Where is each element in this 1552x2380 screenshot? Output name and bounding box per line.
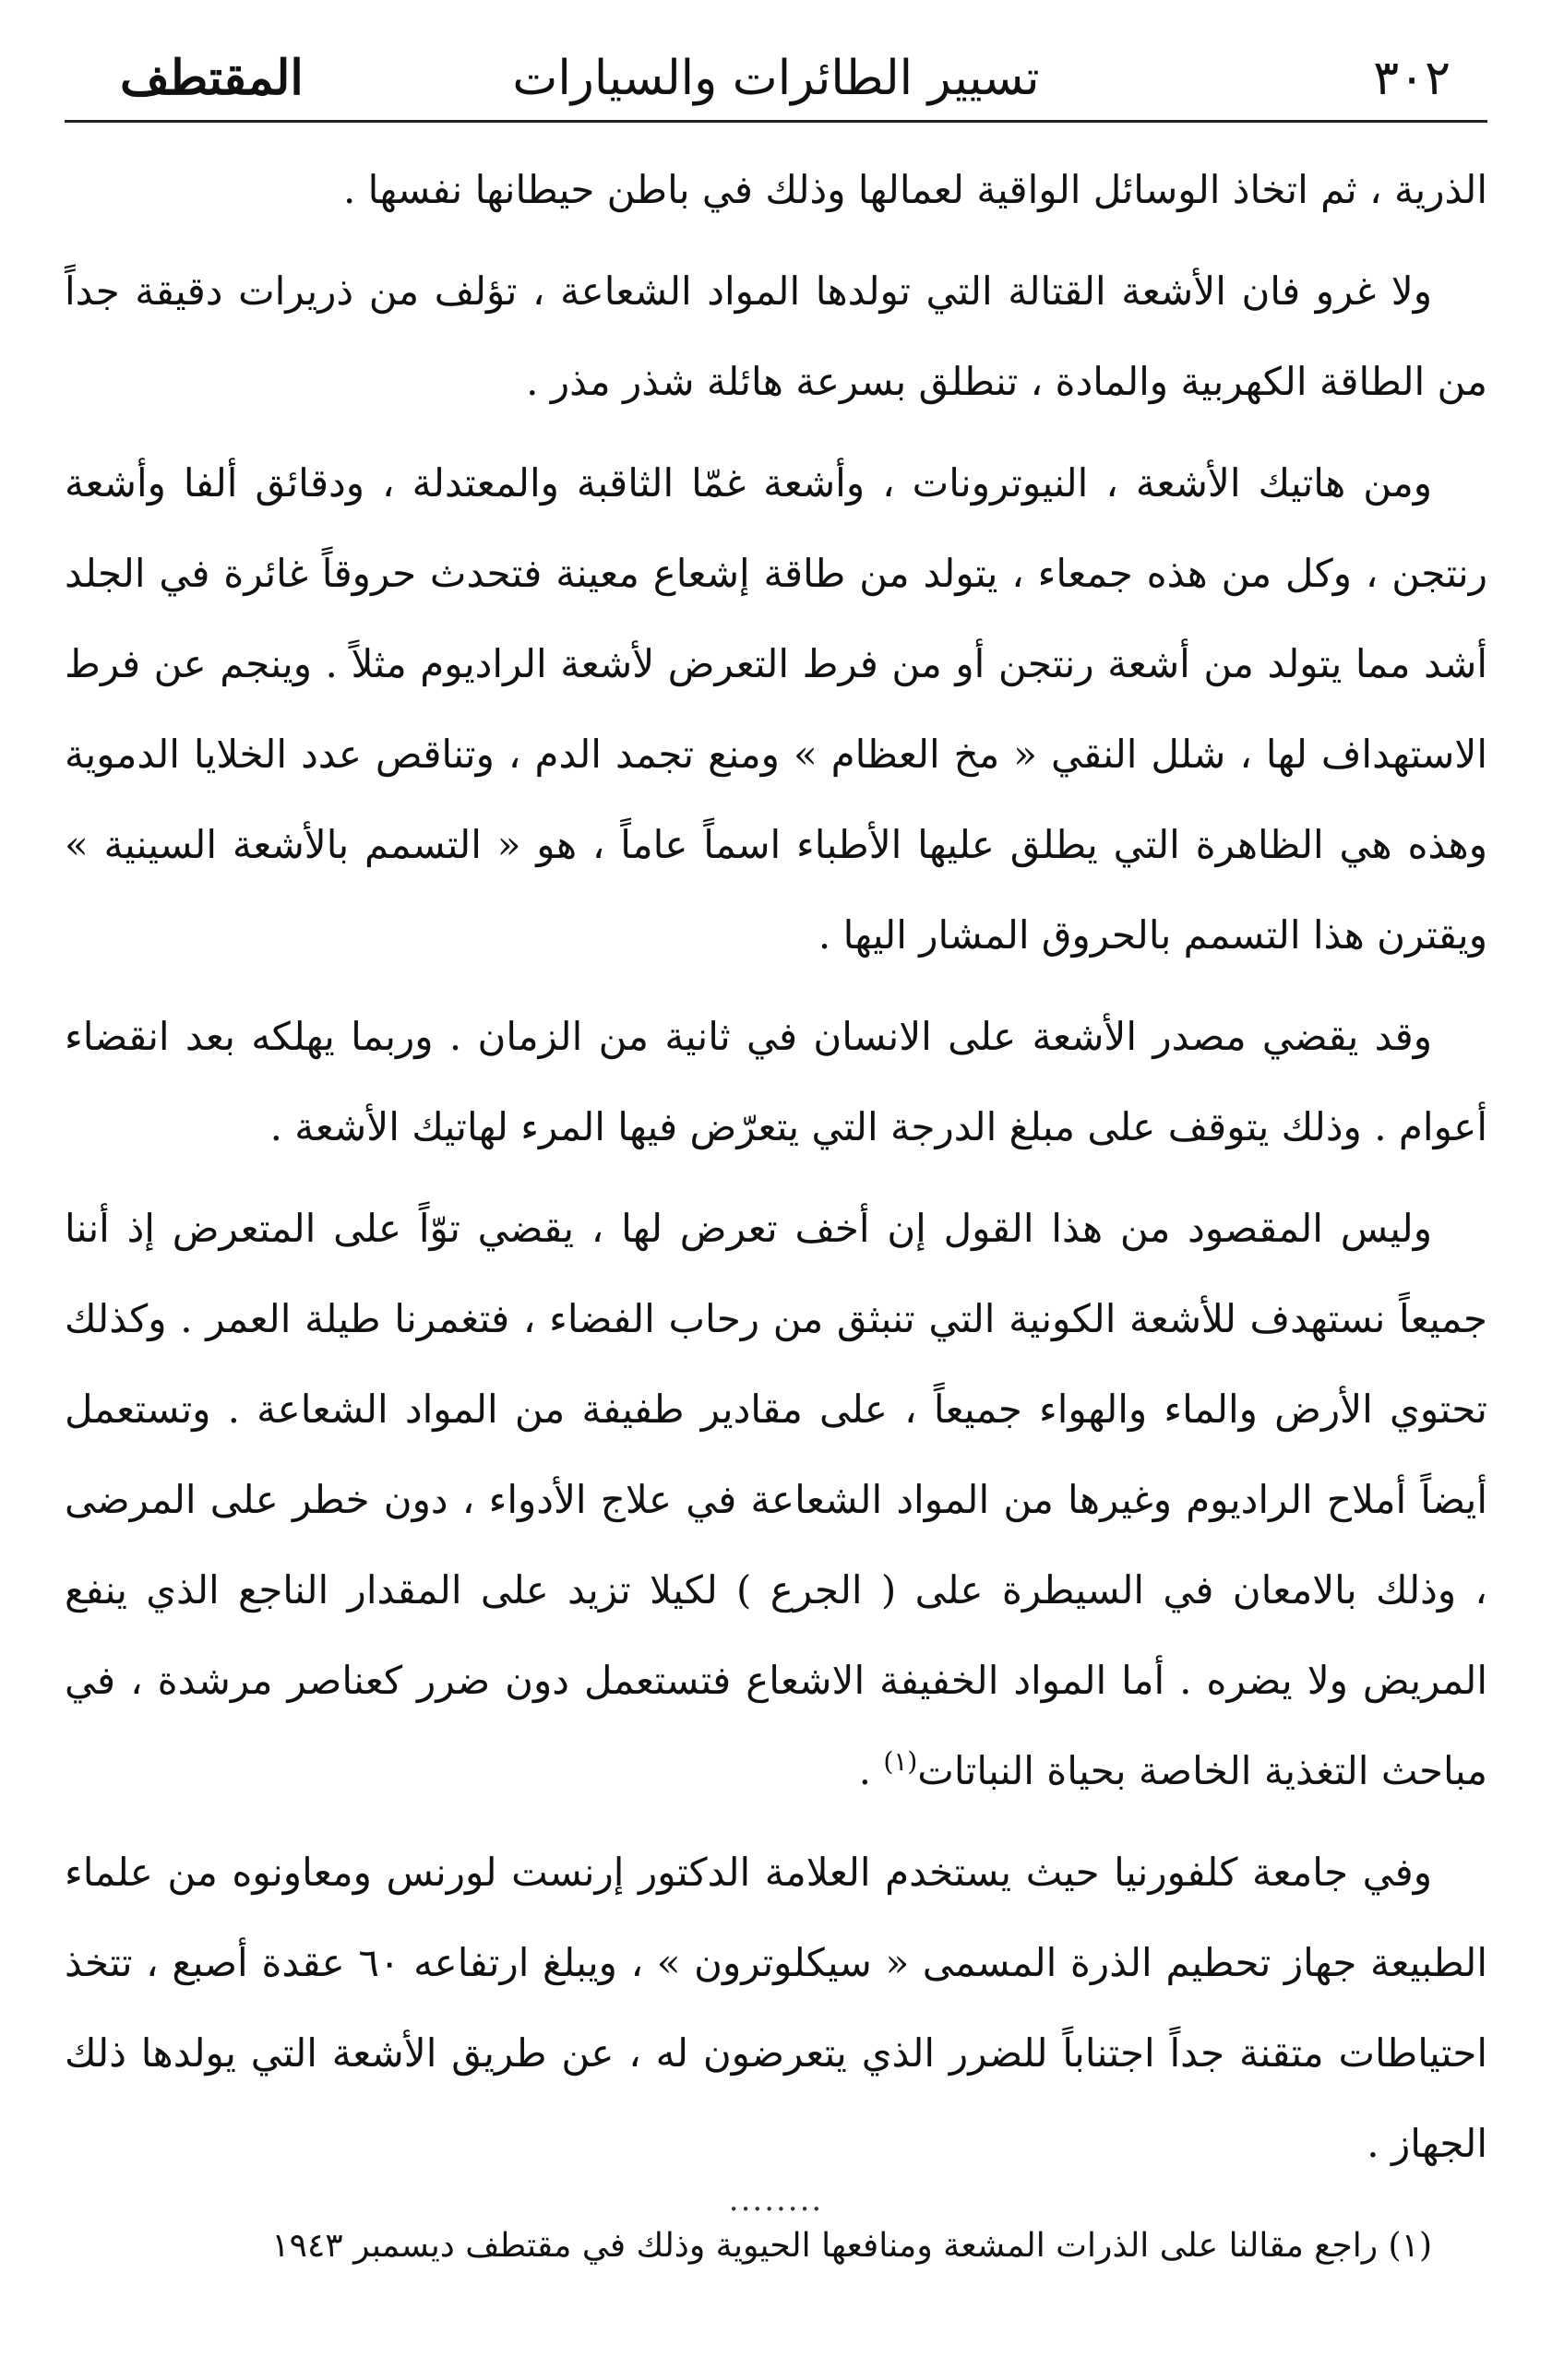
paragraph-end: .	[858, 1748, 884, 1793]
paragraph-with-footnote	[65, 1184, 1487, 1816]
footnote-reference: (١)	[883, 1746, 918, 1777]
paragraph: وقد يقضي مصدر الأشعة على الانسان في ثانية من الزمان . وربما يهلكه بعد انقضاء أعوام . وذلك يتوقف على مبلغ الدرجة التي يتعرّض فيها المرء لهاتيك الأشعة .	[65, 1014, 1487, 1149]
paragraph: الذرية ، ثم اتخاذ الوسائل الواقية لعمالها وذلك في باطن حيطانها نفسها .	[342, 167, 1487, 212]
page-number: ٣٠٢	[1373, 51, 1451, 106]
paragraph: ولا غرو فان الأشعة القتالة التي تولدها المواد الشعاعة ، تؤلف من ذريرات دقيقة جداً من الطاقة الكهربية والمادة ، تنطلق بسرعة هائلة شذر مذر .	[65, 268, 1487, 404]
footnote-separator: ........	[728, 2182, 824, 2219]
paragraph: ومن هاتيك الأشعة ، النيوترونات ، وأشعة غمّا الثاقبة والمعتدلة ، ودقائق ألفا وأشعة رنتجن ، وكل من هذه جمعاء ، يتولد من طاقة إشعاع معينة فتحدث حروقاً غائرة في الجلد أشد مما يتولد من أشعة رنتجن أو من فرط التعرض لأشعة الراديوم مثلاً . وينجم عن فرط الاستهداف لها ، شلل النقي « مخ العظام » ومنع تجمد الدم ، وتناقص عدد الخلايا الدموية وهذه هي الظاهرة التي يطلق عليها الأطباء اسماً عاماً ، هو « التسمم بالأشعة السينية » ويقترن هذا التسمم بالحروق المشار اليها .	[65, 460, 1487, 958]
paragraph: وفي جامعة كلفورنيا حيث يستخدم العلامة الدكتور إرنست لورنس ومعاونوه من علماء الطبيعة جهاز تحطيم الذرة المسمى « سيكلوترون » ، ويبلغ ارتفاعه ٦٠ عقدة أصبع ، تتخذ احتياطات متقنة جداً اجتناباً للضرر الذي يتعرضون له ، عن طريق الأشعة التي يولدها ذلك الجهاز .	[65, 1850, 1487, 2166]
article-title: تسيير الطائرات والسيارات	[512, 51, 1040, 106]
running-header	[65, 37, 1487, 123]
article-body	[65, 145, 1487, 2189]
journal-name: المقتطف	[120, 50, 304, 106]
footnote: (١) راجع مقالنا على الذرات المشعة ومنافعها الحيوية وذلك في مقتطف ديسمبر ١٩٤٣	[271, 2227, 1432, 2265]
paragraph-text: وليس المقصود من هذا القول إن أخف تعرض لها ، يقضي توّاً على المتعرض إذ أننا جميعاً نستهدف للأشعة الكونية التي تنبثق من رحاب الفضاء ، فتغمرنا طيلة العمر . وكذلك تحتوي الأرض والماء والهواء جميعاً ، على مقادير طفيفة من المواد الشعاعة . وتستعمل أيضاً أملاح الراديوم وغيرها من المواد الشعاعة في علاج الأدواء ، دون خطر على المرضى ، وذلك بالامعان في السيطرة على ( الجرع ) لكيلا تزيد على المقدار الناجع الذي ينفع المريض ولا يضره . أما المواد الخفيفة الاشعاع فتستعمل دون ضرر كعناصر مرشدة ، في مباحث التغذية الخاصة بحياة النباتات	[65, 1206, 1487, 1793]
